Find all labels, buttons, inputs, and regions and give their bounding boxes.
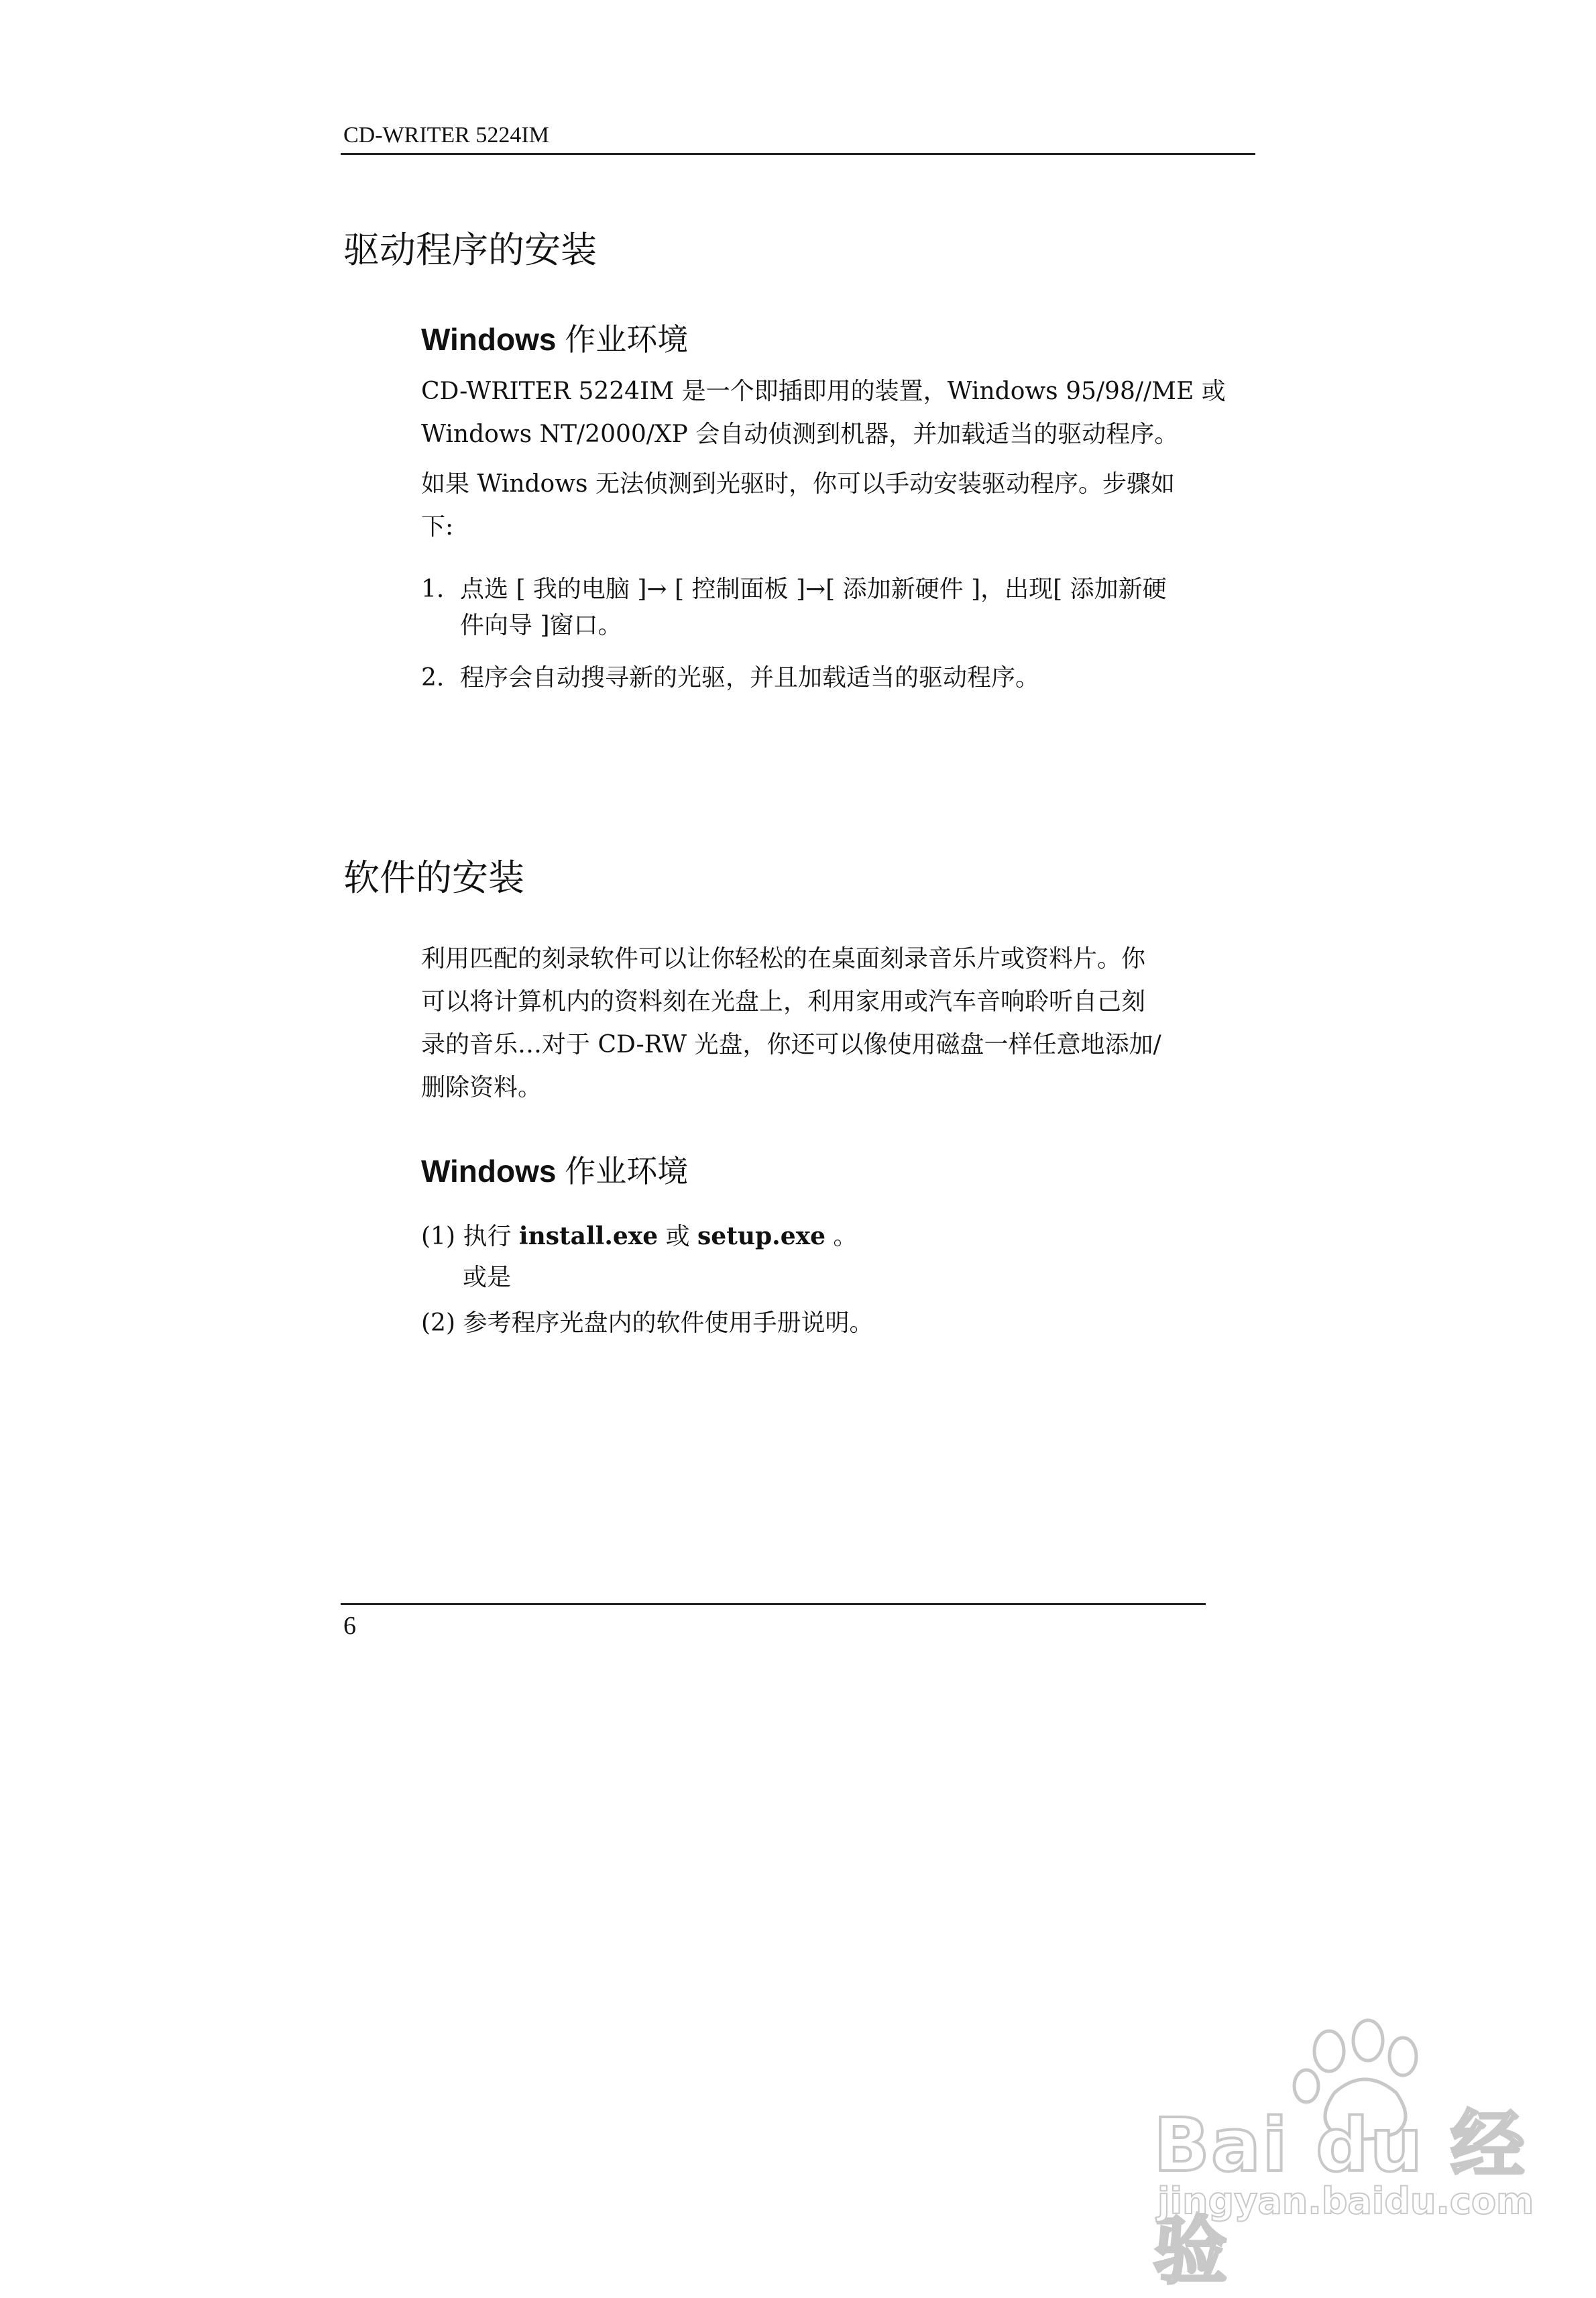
sub-heading-bold: Windows	[421, 1154, 557, 1189]
watermark-url: jingyan.baidu.com	[1157, 2180, 1534, 2222]
step-text-continued: 件向导 ]窗口。	[460, 612, 622, 639]
paragraph-intro	[421, 370, 1253, 456]
command-install-exe: install.exe	[518, 1222, 659, 1250]
footer-rule	[341, 1603, 1206, 1605]
item-suffix: 。	[825, 1223, 858, 1250]
paragraph-line: CD-WRITER 5224IM 是一个即插即用的装置，Windows 95/98//ME 或	[421, 378, 1226, 405]
step-item	[421, 571, 1253, 644]
running-header: CD-WRITER 5224IM	[343, 123, 549, 148]
sub-heading-windows-env-2	[421, 1147, 688, 1191]
section-heading-driver-install: 驱动程序的安装	[343, 229, 597, 271]
step-number: 2.	[421, 664, 445, 692]
paragraph-line: 删除资料。	[421, 1074, 543, 1101]
step-item	[421, 660, 1253, 696]
or-text: 或是	[463, 1264, 512, 1291]
command-setup-exe: setup.exe	[697, 1222, 825, 1250]
paragraph-line: 利用匹配的刻录软件可以让你轻松的在桌面刻录音乐片或资料片。你	[421, 945, 1146, 973]
step-text: 程序会自动搜寻新的光驱，并且加载适当的驱动程序。	[460, 664, 1040, 692]
paragraph-line: 录的音乐…对于 CD-RW 光盘，你还可以像使用磁盘一样任意地添加/	[421, 1031, 1161, 1058]
sub-heading-windows-env	[421, 315, 688, 360]
watermark-brand: Bai du 经验	[1153, 2102, 1526, 2294]
item-prefix: (1) 执行	[421, 1223, 519, 1250]
sub-heading-bold: Windows	[421, 322, 557, 357]
item-mid: 或	[658, 1223, 698, 1250]
paragraph-line: Windows NT/2000/XP 会自动侦测到机器，并加载适当的驱动程序。	[421, 421, 1179, 448]
install-item-1	[421, 1218, 857, 1255]
section-heading-software-install: 软件的安装	[343, 857, 524, 899]
paragraph-line: 如果 Windows 无法侦测到光驱时，你可以手动安装驱动程序。步骤如	[421, 470, 1175, 498]
header-rule	[341, 153, 1255, 155]
sub-heading-rest: 作业环境	[556, 322, 689, 357]
paragraph-line: 下:	[421, 513, 454, 541]
install-item-2: (2) 参考程序光盘内的软件使用手册说明。	[421, 1309, 874, 1337]
step-text: 点选 [ 我的电脑 ]→ [ 控制面板 ]→[ 添加新硬件 ]，出现[ 添加新硬	[460, 576, 1167, 603]
paragraph-manual-install	[421, 463, 1253, 549]
sub-heading-rest: 作业环境	[556, 1154, 689, 1189]
paragraph-line: 可以将计算机内的资料刻在光盘上，利用家用或汽车音响聆听自己刻	[421, 988, 1146, 1016]
paragraph-software-intro	[421, 938, 1253, 1109]
page-number: 6	[343, 1612, 356, 1640]
step-number: 1.	[421, 576, 445, 603]
